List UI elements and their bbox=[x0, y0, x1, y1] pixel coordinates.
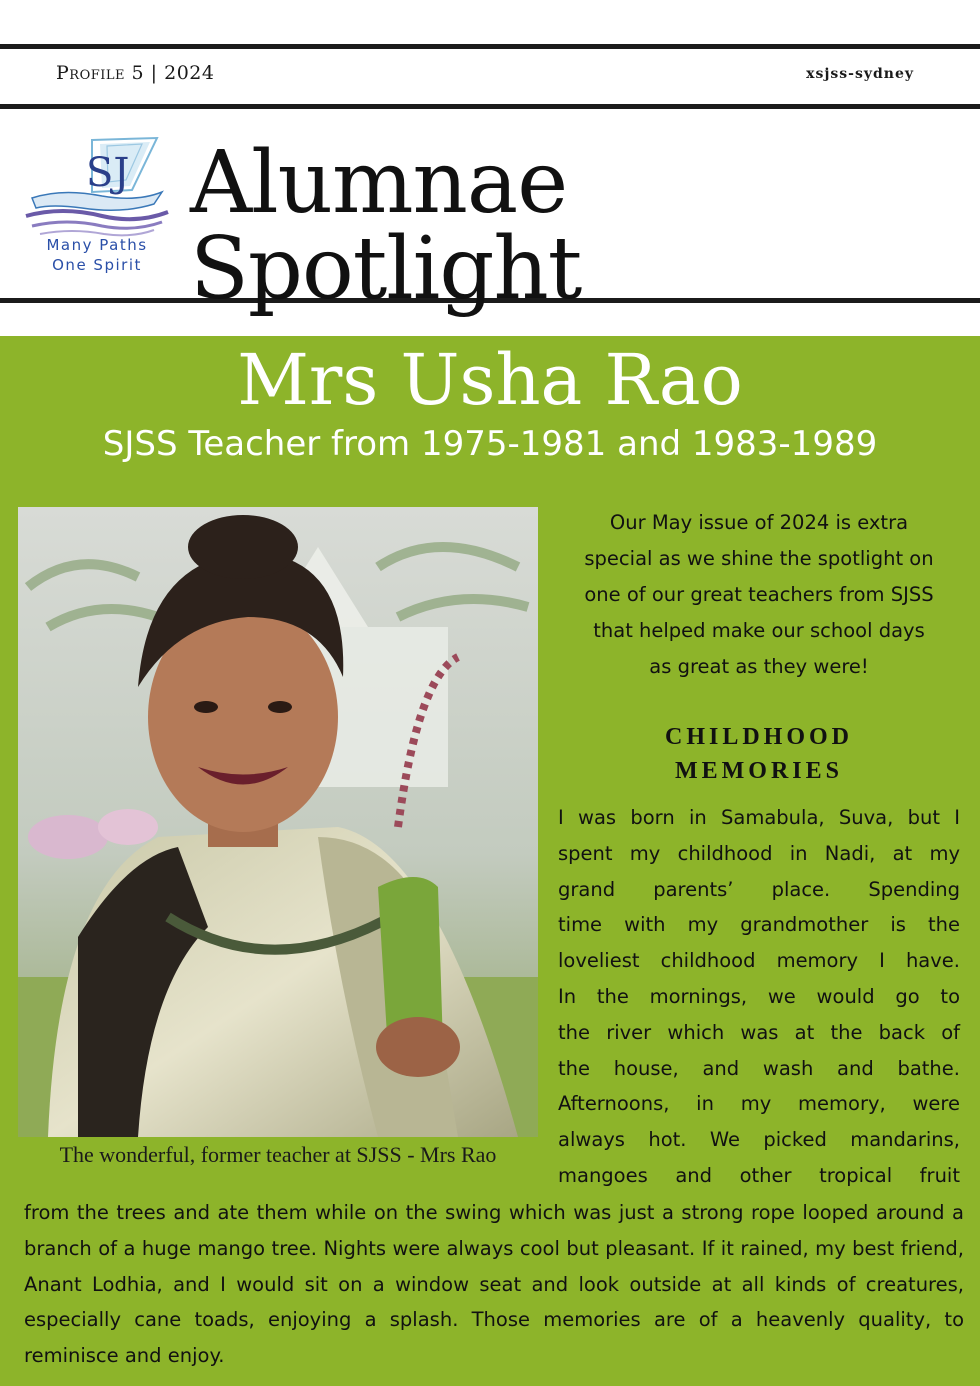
intro-paragraph bbox=[550, 505, 968, 685]
memories-paragraph-full: from the trees and ate them while on the swing which was just a strong rope looped around a branch of a huge mango tree. Nights were always cool but pleasant. If it rained, my best friend, Anant Lodhia, and I would sit on a window seat and look outside at all kinds of creatures, especially cane toads, enjoying a splash. Those memories are of a heavenly quality, to reminisce and enjoy. bbox=[24, 1201, 964, 1368]
memories-line: Afternoons, in my memory, were bbox=[558, 1092, 960, 1116]
intro-line: special as we shine the spotlight on bbox=[584, 547, 934, 570]
profile-name: Mrs Usha Rao bbox=[237, 339, 743, 421]
intro-line: Our May issue of 2024 is extra bbox=[609, 511, 909, 534]
section-heading-line2: MEMORIES bbox=[674, 758, 843, 784]
profile-label: Profile 5 | 2024 bbox=[56, 62, 215, 84]
intro-line: as great as they were! bbox=[649, 655, 869, 678]
memories-line: mangoes and other tropical fruit bbox=[558, 1163, 960, 1187]
top-rule bbox=[0, 44, 980, 49]
intro-line: that helped make our school days bbox=[593, 619, 925, 642]
memories-line: loveliest childhood memory I have. bbox=[558, 949, 960, 973]
intro-line: one of our great teachers from SJSS bbox=[584, 583, 934, 606]
logo-tagline-line1: Many Paths bbox=[46, 236, 148, 254]
section-heading-line1: CHILDHOOD bbox=[664, 724, 853, 750]
logo-monogram: SJ bbox=[86, 150, 130, 196]
memories-line: spent my childhood in Nadi, at my bbox=[558, 841, 960, 865]
photo-caption: The wonderful, former teacher at SJSS - Mrs Rao bbox=[59, 1142, 497, 1167]
portrait-illustration bbox=[18, 507, 538, 1137]
memories-line: I was born in Samabula, Suva, but I bbox=[558, 806, 960, 829]
memories-line: the river which was at the back of bbox=[558, 1020, 960, 1044]
memories-line: grand parents’ place. Spending bbox=[558, 877, 960, 901]
memories-line: always hot. We picked mandarins, bbox=[558, 1128, 960, 1152]
memories-line: the house, and wash and bathe. bbox=[558, 1056, 960, 1080]
sailboat-logo-icon bbox=[22, 130, 172, 240]
portrait-photo bbox=[18, 507, 538, 1137]
memories-paragraph-column bbox=[558, 800, 960, 1194]
school-logo bbox=[22, 130, 172, 280]
profile-subtitle: SJSS Teacher from 1975-1981 and 1983-1989 bbox=[102, 424, 878, 464]
section-heading bbox=[550, 720, 968, 788]
masthead-title: Alumnae Spotlight bbox=[190, 133, 582, 319]
logo-tagline-line2: One Spirit bbox=[52, 256, 142, 274]
org-label: xsjss-sydney bbox=[806, 66, 914, 82]
memories-line: time with my grandmother is the bbox=[558, 913, 960, 937]
header-rule-upper bbox=[0, 104, 980, 109]
memories-line: In the mornings, we would go to bbox=[558, 984, 960, 1008]
